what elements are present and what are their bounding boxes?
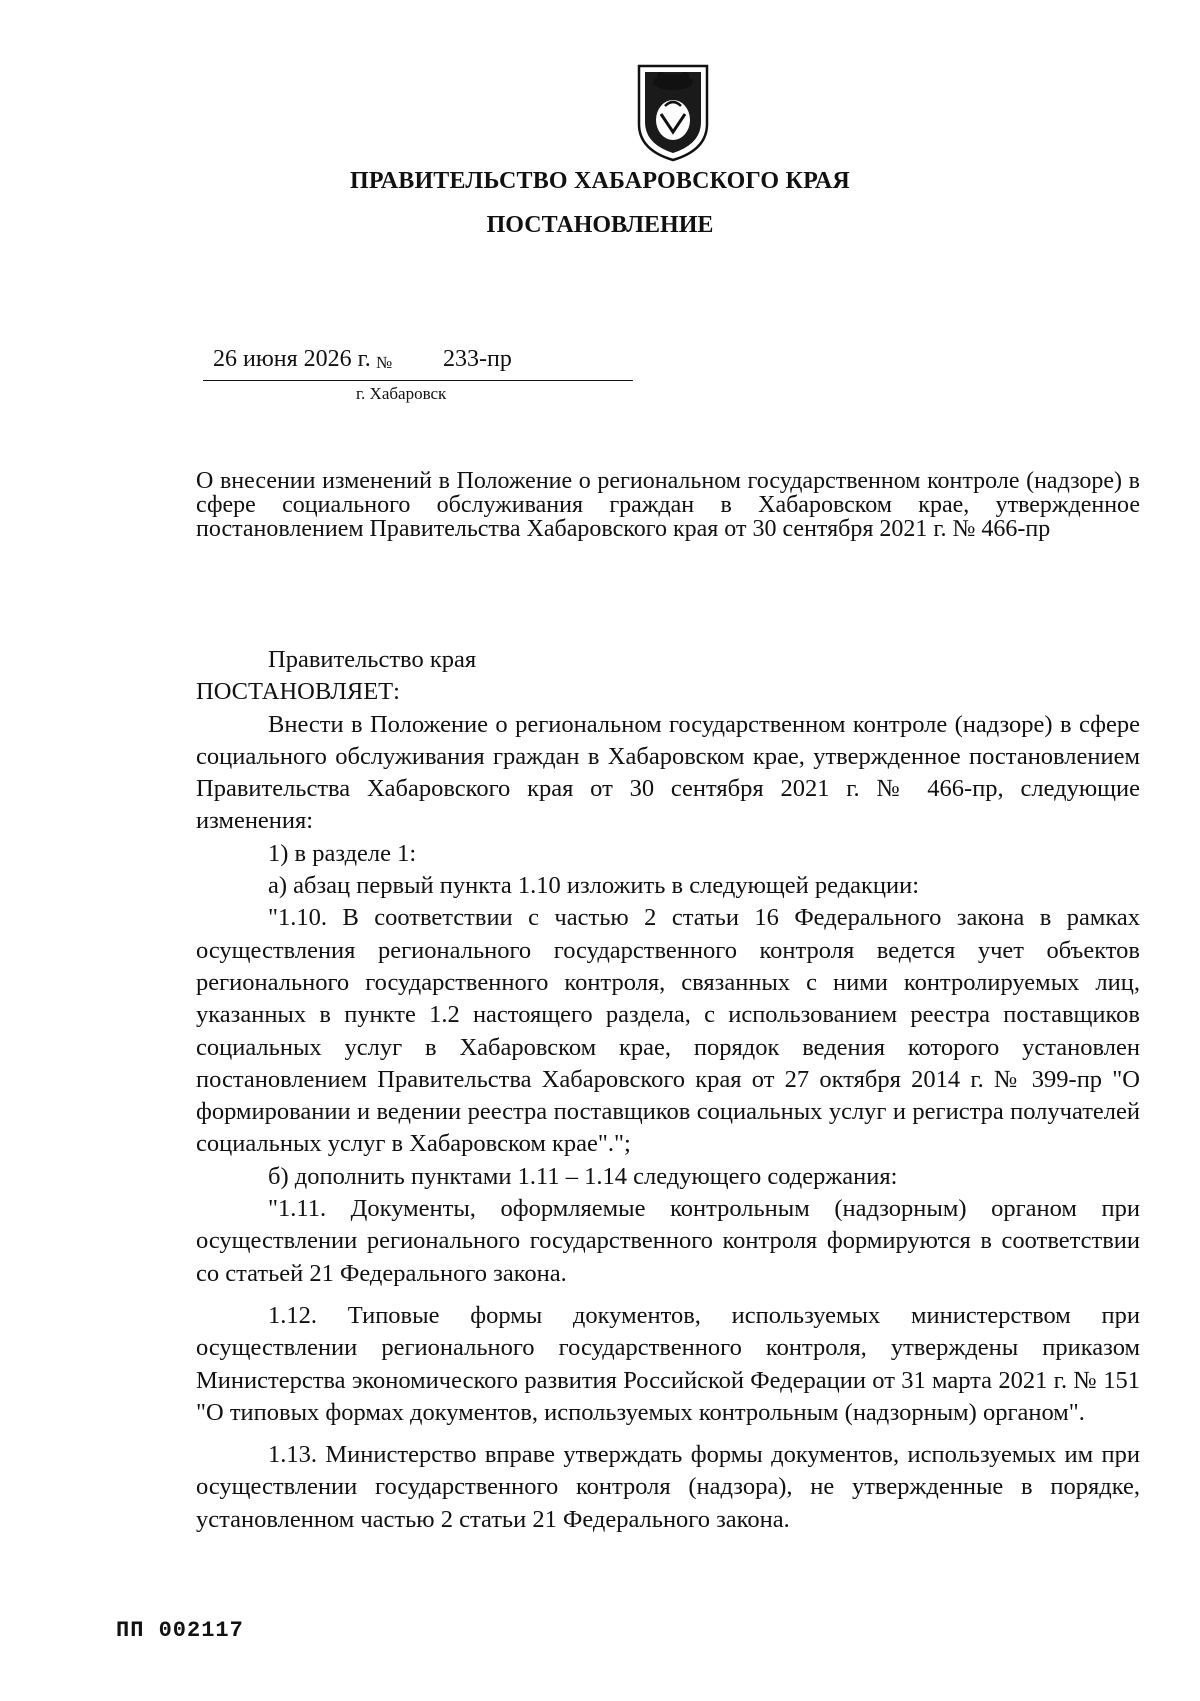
resolves-line: ПОСТАНОВЛЯЕТ:: [196, 678, 400, 706]
government-line: Правительство края: [268, 646, 477, 673]
body-paragraph: "1.11. Документы, оформляемые контрольным (надзорным) органом при осуществлении регионального государственного контроля формируются в соответствии со статьей 21 Федерального закона.: [196, 1195, 1140, 1287]
document-title: О внесении изменений в Положение о региональном государственном контроле (надзоре) в сфере социального обслуживания граждан в Хабаровском крае, утвержденное постановлением Правительства Хабаровского края от 30 сентября 2021 г. № 466-пр: [196, 468, 1140, 542]
body-paragraph: 1.12. Типовые формы документов, используемых министерством при осуществлении регионального государственного контроля, утверждены приказом Министерства экономического развития Российской Федерации от 31 марта 2021 г. № 151 "О типовых формах документов, используемых контрольным (надзорным) органом".: [196, 1301, 1140, 1426]
document-city: г. Хабаровск: [356, 384, 447, 403]
body-paragraph: "1.10. В соответствии с частью 2 статьи 16 Федерального закона в рамках осуществления регионального государственного контроля ведется учет объектов регионального государственного контроля, связанных с ними контролируемых лиц, указанных в пункте 1.2 настоящего раздела, с использованием реестра поставщиков социальных услуг в Хабаровском крае, порядок ведения которого установлен постановлением Правительства Хабаровского края от 27 октября 2014 г. № 399-пр "О формировании и ведении реестра поставщиков социальных услуг и регистра получателей социальных услуг в Хабаровском крае".";: [196, 904, 1140, 1158]
body-paragraph: Внести в Положение о региональном государственном контроле (надзоре) в сфере социального обслуживания граждан в Хабаровском крае, утвержденное постановлением Правительства Хабаровского края от 30 сентября 2021 г. № 466-пр, следующие изменения:: [196, 710, 1140, 835]
body-paragraph: б) дополнить пунктами 1.11 – 1.14 следующего содержания:: [268, 1162, 898, 1190]
body-paragraph: а) абзац первый пункта 1.10 изложить в следующей редакции:: [268, 872, 920, 900]
document-number: 233-пр: [443, 346, 512, 372]
organization-heading: ПРАВИТЕЛЬСТВО ХАБАРОВСКОГО КРАЯ: [350, 168, 850, 194]
number-sign: №: [376, 353, 393, 372]
document-type-heading: ПОСТАНОВЛЕНИЕ: [486, 212, 714, 238]
body-paragraph: 1) в разделе 1:: [268, 839, 417, 867]
document-date: 26 июня 2026 г.: [213, 346, 371, 372]
body-paragraph: 1.13. Министерство вправе утверждать формы документов, используемых им при осуществлении государственного контроля (надзора), не утвержденные в порядке, установленном частью 2 статьи 21 Федерального закона.: [196, 1441, 1140, 1533]
footer-form-code: ПП 002117: [116, 1618, 244, 1643]
document-body: [196, 644, 1140, 1536]
coat-of-arms-emblem-icon: [635, 62, 711, 162]
date-number-line: [203, 346, 633, 381]
